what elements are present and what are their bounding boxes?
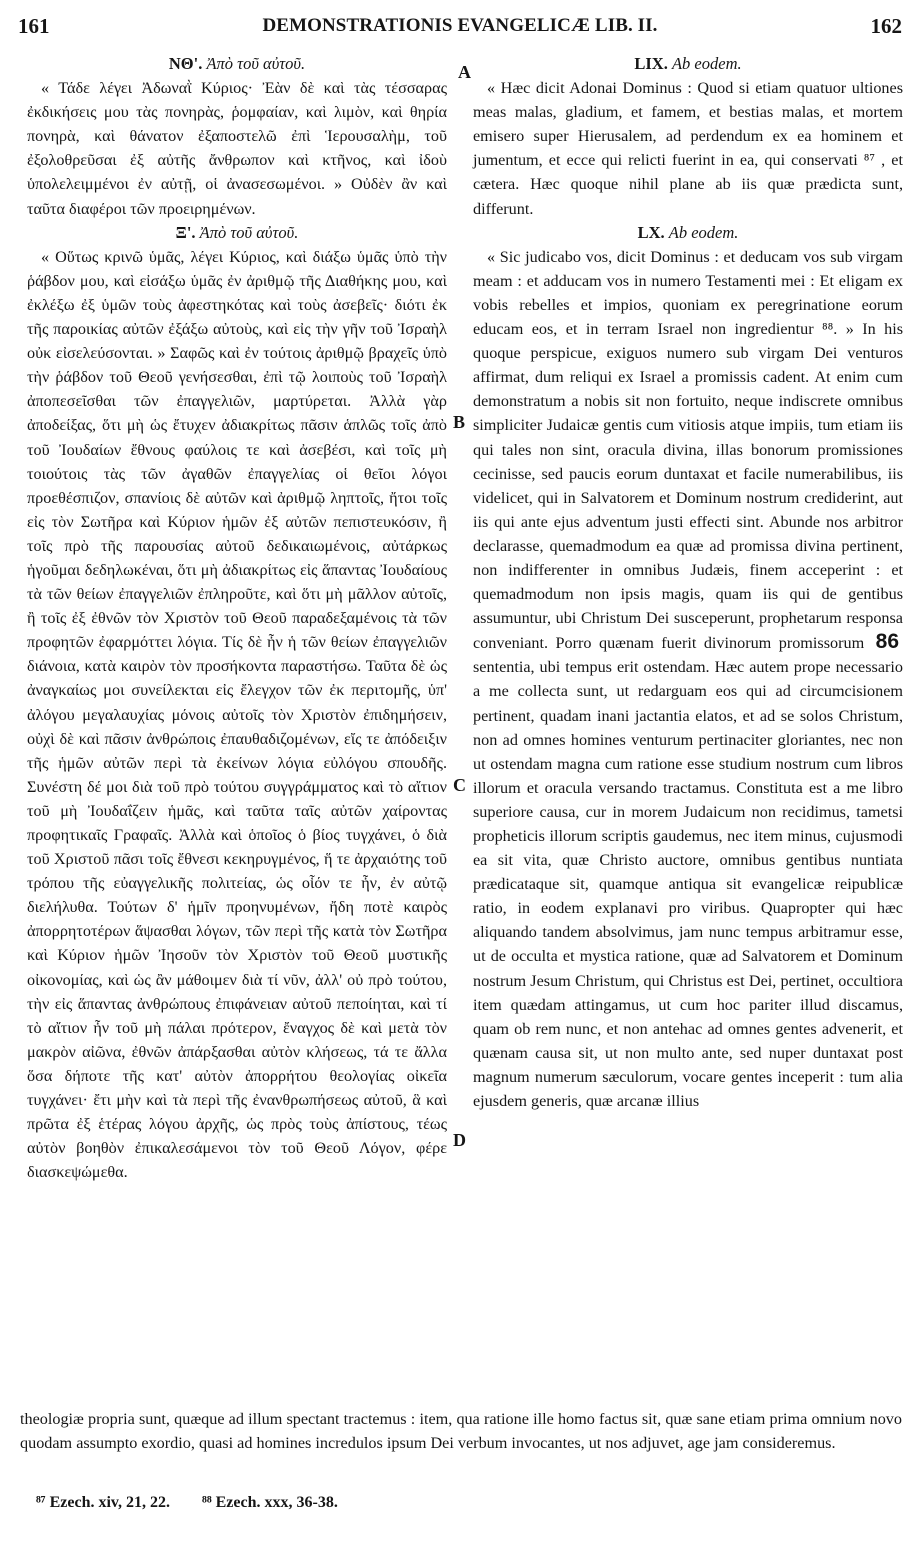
page-number-left: 161 bbox=[18, 14, 50, 38]
latin-section-59-text: « Hæc dicit Adonai Dominus : Quod si etiam quatuor ultiones meas malas, gladium, et famem, et bestias malas, et mortem emisero super Hierusalem, ad perdendum ex ea hominem et jumentum, et ecce qui relicti fuerint in ea, qui conservati ⁸⁷ , et cætera. Hæc quoque nihil plane ab iis quæ prædicta sunt, differunt. bbox=[473, 79, 903, 218]
running-title: DEMONSTRATIONIS EVANGELICÆ LIB. II. bbox=[262, 15, 658, 36]
greek-section-59-text: « Τάδε λέγει Ἀδωναῒ Κύριος· Ἐὰν δὲ καὶ τὰς τέσσαρας ἐκδικήσεις μου τὰς πονηρὰς, ῥομφαίαν, καὶ λιμὸν, καὶ θηρία πονηρὰ, καὶ θάνατον ἐξαποστελῶ ἐπὶ Ἱερουσαλὴμ, τοῦ ἐξολοθρεῦσαι ἐξ αὐτῆς ἄνθρωπον καὶ κτῆνος, καὶ ἰδοὺ ὑπολελειμμένοι ἐν αὐτῇ, οἱ ἀνασεσωμένοι. » Οὐδὲν ἂν καὶ ταῦτα διαφέροι τῶν προειρημένων. bbox=[27, 79, 447, 218]
footnote-88: ⁸⁸ Ezech. xxx, 36-38. bbox=[202, 1494, 338, 1511]
margin-letter-a: A bbox=[458, 62, 471, 82]
margin-letter-d: D bbox=[453, 1130, 466, 1150]
latin-section-60-number: LX. bbox=[637, 222, 665, 242]
greek-section-59-title: Ἀπὸ τοῦ αὐτοῦ. bbox=[206, 54, 306, 73]
greek-section-59-number: ΝΘ'. bbox=[168, 54, 203, 73]
latin-section-60-text bbox=[473, 245, 903, 1113]
greek-section-59-heading bbox=[27, 52, 447, 76]
latin-column bbox=[473, 52, 903, 1113]
latin-section-59-title: Ab eodem. bbox=[671, 54, 742, 73]
latin-section-60-title: Ab eodem. bbox=[668, 222, 739, 242]
bottom-fullwidth-text: theologiæ propria sunt, quæque ad illum spectant tractemus : item, qua ratione ille homo factus sit, quæ sane etiam prima omnium novo quodam assumpto exordio, quasi ad homines incredulos ipsum Dei verbum invocantes, ut nos adjuvet, age jam consideremus. bbox=[20, 1410, 902, 1453]
latin-section-60-text-part-a: « Sic judicabo vos, dicit Dominus : et deducam vos sub virgam meam : et adducam vos in numero Testamenti mei : Et eligam ex vobis rebelles et impios, quoniam ex peregrinatione eorum educam eos, et in terram Israel non ingredientur ⁸⁸. » In his quoque perspicue, exiguos numero sub virgam Dei venturos affirmat, dum reliqui ex Israel a promissis cadent. At enim cum demonstratum a nobis sit non fortuito, neque indiscrete omnibus simpliciter Judaicæ gentis cum vitiosis atque impiis, tum etiam iis qui tales non sint, oracula divina, illas bonorum promissiones cecinisse, sed paucis eorum duntaxat et facile numerabilibus, iis videlicet, qui in Salvatorem et Dominum nostrum crediderint, aut iis qui ante ejus adventum justi effecti sint. Abunde nos arbitror declarasse, quemadmodum ea quæ ad promissa divina pertinent, non indifferenter in omnibus Judæis, finem acceperint : et quemadmodum non ipsis magis, quam iis qui de gentibus assumuntur, ubi Christum Dei susceperunt, prophetarum responsa conveniant. Porro quænam fuerit divinorum promissorum bbox=[473, 247, 903, 653]
footnotes bbox=[36, 1494, 366, 1512]
greek-section-60-heading bbox=[27, 221, 447, 245]
greek-section-60-title: Ἀπὸ τοῦ αὐτοῦ. bbox=[199, 222, 299, 242]
latin-section-59-heading bbox=[473, 52, 903, 76]
margin-letter-c: C bbox=[453, 775, 466, 795]
page-number-right: 162 bbox=[870, 14, 902, 38]
greek-section-60-text: « Οὕτως κρινῶ ὑμᾶς, λέγει Κύριος, καὶ διάξω ὑμᾶς ὑπὸ τὴν ῥάβδον μου, καὶ εἰσάξω ὑμᾶς ἐν ἀριθμῷ τῆς Διαθήκης μου, καὶ ἐκλέξω ἐξ ὑμῶν τοὺς ἀφεστηκότας καὶ τοὺς ἀσεβεῖς· διότι ἐκ τῆς παροικίας αὐτῶν ἐξάξω αὐτοὺς, καὶ εἰς τὴν γῆν τοῦ Ἰσραὴλ οὐκ εἰσελεύσονται. » Σαφῶς καὶ ἐν τούτοις ἀριθμῷ βραχεῖς ὑπὸ τὴν ῥάβδον τοῦ Θεοῦ γενήσεσθαι, ἐπὶ τῷ λοιποὺς τοῦ Ἰσραὴλ ἀποπεσεῖσθαι τῶν ἐπαγγελιῶν, μαρτύρεται. Ἀλλὰ γὰρ ἀποδείξας, ὅτι μὴ ὡς ἔτυχεν ἀδιακρίτως πᾶσιν ἁπλῶς τοῖς ἀπὸ τοῦ Ἰουδαίων ἔθνους φαύλοις τε καὶ ἀσεβέσι, καὶ τοῖς μὴ τοιούτοις τὰς τῶν ἀγαθῶν ἐπαγγελίας οἱ θεῖοι λόγοι προεθέσπιζον, σπανίοις δὲ αὐτῶν καὶ ἀριθμῷ ληπτοῖς, ἤτοι τοῖς εἰς τὸν Σωτῆρα καὶ Κύριον ἡμῶν ἐξ αὐτῶν πεπιστευκόσιν, ἢ τοῖς πρὸ τῆς παρουσίας αὐτοῦ δεδικαιωμένοις, αὐτάρκως ἡγοῦμαι δεδηλωκέναι, ὅτι μὴ ἀδιακρίτως εἰς ἅπαντας Ἰουδαίους τὰ τῶν θείων ἐπαγγελιῶν ἐπληροῦτε, καὶ ὅτι μὴ μᾶλλον αὐτοῖς, ἢ τοῖς ἐξ ἐθνῶν τὸν Χριστὸν τοῦ Θεοῦ παραδεξαμένοις τὰ τῶν προφητῶν ἐφαρμόττει λόγια. Τίς δὲ ἦν ἡ τῶν θείων ἐπαγγελιῶν διάνοια, κατὰ καιρὸν τὸν προσήκοντα παραστήσω. Ταῦτα δὲ ὡς ἀναγκαίως μοι συνείλεκται εἰς ἔλεγχον τῶν ἐκ περιτομῆς, ὑπ' ἀλόγου μεγαλαυχίας μόνοις αὐτοῖς τὸν Χριστὸν ἐπιδημήσειν, οὐχὶ δὲ καὶ πᾶσιν ἀνθρώποις ἐπαυθαδιζομένων, εἴς τε ἀπόδειξιν τῆς ἡμῶν αὐτῶν περὶ τὰ ἐκείνων λόγια εὐλόγου σπουδῆς. Συνέστη δέ μοι διὰ τοῦ πρὸ τούτου συγγράμματος καὶ τὸ αἴτιον τοῦ μὴ Ἰουδαΐζειν ἡμᾶς, καὶ ταῦτα ταῖς αὐτῶν χαίροντας προφητικαῖς Γραφαῖς. Ἀλλὰ καὶ ὁποῖος ὁ βίος τυγχάνει, ὁ διὰ τοῦ Χριστοῦ πᾶσι τοῖς ἔθνεσι κεκηρυγμένος, ἥ τε ἀρχαιότης τοῦ τρόπου τῆς εὐαγγελικῆς πολιτείας, ὡς οἷόν τε ἦν, ἐν αὐτῷ διελήλυθα. Τούτων δ' ἡμῖν προηνυμένων, ἤδη ποτὲ καιρὸς ἀπορρητοτέρων ἅψασθαι λόγων, τῶν περὶ τῆς κατὰ τὸν Σωτῆρα καὶ Κύριον ἡμῶν Ἰησοῦν τὸν Χριστὸν τοῦ Θεοῦ μυστικῆς οἰκονομίας, καὶ ὡς ἂν μάθοιμεν διὰ τί νῦν, ἀλλ' οὐ πρὸ τούτου, τὴν εἰς ἅπαντας ἀνθρώπους ἐπιφάνειαν αὐτοῦ πεποίηται, καὶ τί τὸ αἴτιον ἦν τοῦ μὴ πάλαι πρότερον, ἔναγχος δὲ καὶ μετὰ τὸν μακρὸν αἰῶνα, ἐθνῶν ἀπάρξασθαι αὐτὸν κλήσεως, τά τε ἄλλα ὅσα δήποτε τῆς κατ' αὐτὸν ἀπορρήτου θεολογίας οἰκεῖα τυγχάνει· ἔτι μὴν καὶ τὰ περὶ τῆς ἐνανθρωπήσεως αὐτοῦ, ἃ καὶ πρῶτα ἐξ ἑτέρας λόγου ἀρχῆς, ὡς πρὸς τοὺς ἀπίστους, τέως αὐτὸν βοηθὸν ἐπικαλεσάμενοι τὸν τοῦ Θεοῦ Λόγον, φέρε διασκεψώμεθα. bbox=[27, 247, 447, 1182]
latin-section-60-text-part-b: sententia, ubi tempus erit ostendam. Hæc autem prope necessario a me collecta sunt, ut redarguam eos qui ad circumcisionem pertinent, quadam inani jactantia elatos, et ad se solos Christum, non ad omnes homines venturum pertinaciter gloriantes, nec non ut ostendam magna cum ratione esse studium nostrum cum libros illorum et oracula versando tractamus. Constituta est a me libro superiore causa, cur in morem Judaicum non recidimus, tametsi propheticis illorum scriptis gaudemus, nec item minus, cujusmodi ea sit vita, quæ Christo auctore, omnibus gentibus nuntiata prædicataque sit, quamque antiqua sit evangelicæ reipublicæ ratio, in eodem explanavi pro viribus. Quapropter qui hæc aliquando tandem absolvimus, jam nunc tempus arbitramur esse, ut de occulta et mystica ratione, quæ ad Salvatorem et Dominum nostrum Jesum Christum, qui Christus est Dei, pertinet, occultiora item quædam attingamus, ut cum hoc pariter illud discamus, quam ob rem nunc, et non antehac ad omnes gentes advenerit, et quænam causa sit, ut non multo ante, sed nuper duntaxat post magnum numerum sæculorum, vocare gentes inceperit : tum alia ejusdem generis, quæ arcanæ illius bbox=[473, 658, 903, 1111]
margin-letter-b: B bbox=[453, 412, 466, 432]
latin-section-59-number: LIX. bbox=[634, 54, 668, 73]
latin-section-60-heading bbox=[473, 221, 903, 245]
footnote-87: ⁸⁷ Ezech. xiv, 21, 22. bbox=[36, 1494, 171, 1511]
page-header bbox=[18, 14, 902, 44]
column-number: 86 bbox=[875, 630, 899, 654]
greek-section-60-number: Ξ'. bbox=[175, 222, 196, 242]
greek-column bbox=[27, 52, 447, 1184]
